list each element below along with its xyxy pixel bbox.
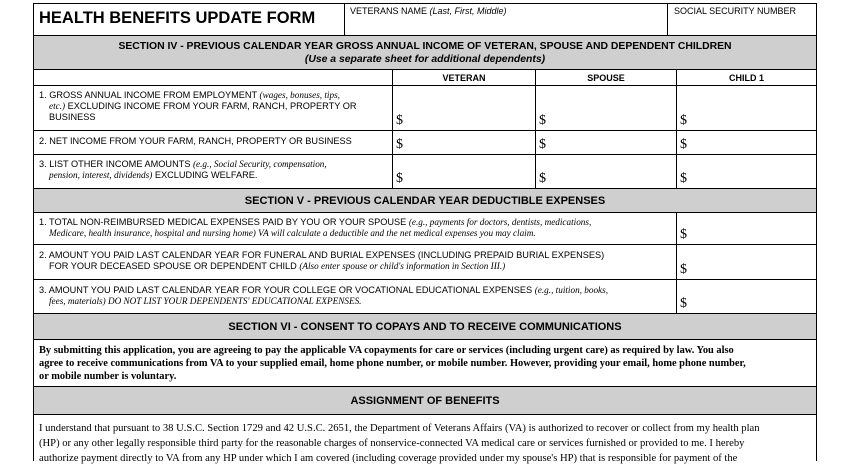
child1-net-farm-input[interactable]: $ [676, 131, 816, 154]
spouse-other-income-input[interactable]: $ [535, 155, 676, 188]
ssn-label: SOCIAL SECURITY NUMBER [674, 6, 797, 16]
medical-expenses-input[interactable]: $ [676, 213, 816, 244]
assignment-title: ASSIGNMENT OF BENEFITS [350, 395, 500, 407]
income-row-other [34, 155, 816, 189]
form-title: HEALTH BENEFITS UPDATE FORM [39, 9, 316, 27]
section-v-title: SECTION V - PREVIOUS CALENDAR YEAR DEDUCTIBLE EXPENSES [244, 195, 606, 207]
child1-column-label: CHILD 1 [728, 73, 764, 83]
spouse-column-header [535, 70, 676, 85]
section-vi-header [34, 314, 816, 340]
section-vi-consent-text [34, 340, 816, 387]
child1-gross-employment-input[interactable]: $ [676, 86, 816, 130]
expense-row-education [34, 280, 816, 314]
section-iv-title: SECTION IV - PREVIOUS CALENDAR YEAR GROSS ANNUAL INCOME OF VETERAN, SPOUSE AND DEPENDENT CHILDREN [118, 41, 732, 52]
education-expenses-input[interactable]: $ [676, 280, 816, 313]
funeral-expenses-label: 2. AMOUNT YOU PAID LAST CALENDAR YEAR FOR FUNERAL AND BURIAL EXPENSES (INCLUDING PREPAID BURIAL EXPENSES) FOR YOUR DECEASED SPOUSE OR DEPENDENT CHILD (Also enter spouse or child's information in Section III.) [39, 250, 605, 271]
child1-other-income-input[interactable]: $ [676, 155, 816, 188]
income-row-net-farm [34, 131, 816, 155]
form-title-cell [34, 4, 344, 35]
income-row-gross-employment [34, 86, 816, 131]
medical-expenses-label: 1. TOTAL NON-REIMBURSED MEDICAL EXPENSES PAID BY YOU OR YOUR SPOUSE (e.g., payments for doctors, dentists, medications, Medicare, health insurance, hospital and nursing home) VA will calculate a deductible and the net medical expenses you may claim. [39, 217, 592, 238]
veteran-gross-employment-input[interactable]: $ [392, 86, 535, 130]
veteran-net-farm-input[interactable]: $ [392, 131, 535, 154]
child1-column-header [676, 70, 816, 85]
education-expenses-label: 3. AMOUNT YOU PAID LAST CALENDAR YEAR FOR YOUR COLLEGE OR VOCATIONAL EDUCATIONAL EXPENSES (e.g., tuition, books, fees, materials) DO NOT LIST YOUR DEPENDENTS' EDUCATIONAL EXPENSES. [39, 285, 608, 306]
net-farm-label: 2. NET INCOME FROM YOUR FARM, RANCH, PROPERTY OR BUSINESS [39, 136, 352, 146]
veteran-column-header [392, 70, 535, 85]
section-iv-subtitle: (Use a separate sheet for additional dependents) [304, 54, 546, 65]
ssn-field[interactable] [667, 4, 816, 35]
form-header-row [34, 4, 816, 36]
veteran-column-label: VETERAN [442, 73, 486, 83]
consent-paragraph: By submitting this application, you are agreeing to pay the applicable VA copayments for care or services (including urgent care) as required by law. You also agree to receive communications from VA to your supplied email, home phone number, or mobile number. However, providing your email, home phone number, or mobile number is voluntary. [39, 345, 746, 382]
spouse-column-label: SPOUSE [587, 73, 625, 83]
assignment-of-benefits-header [34, 387, 816, 415]
veteran-name-field[interactable] [344, 4, 667, 35]
section-v-header [34, 189, 816, 213]
other-income-label: 3. LIST OTHER INCOME AMOUNTS (e.g., Social Security, compensation, pension, interest, dividends) EXCLUDING WELFARE. [39, 159, 327, 180]
assignment-text: I understand that pursuant to 38 U.S.C. Section 1729 and 42 U.S.C. 2651, the Department of Veterans Affairs (VA) is authorized to recover or collect from my health plan (HP) or any other legally responsible third party for the reasonable charges of nonservice-connected VA medical care or services furnished or provided to me. I hereby authorize payment directly to VA from any HP under which I am covered (including coverage provided under my spouse's HP) that is responsible for payment of the [39, 423, 760, 464]
funeral-expenses-input[interactable]: $ [676, 245, 816, 279]
section-vi-title: SECTION VI - CONSENT TO COPAYS AND TO RECEIVE COMMUNICATIONS [228, 321, 622, 333]
health-benefits-update-form [33, 3, 817, 464]
veteran-other-income-input[interactable]: $ [392, 155, 535, 188]
spouse-gross-employment-input[interactable]: $ [535, 86, 676, 130]
veteran-name-label: VETERANS NAME (Last, First, Middle) [350, 6, 507, 16]
label-column-header [34, 70, 392, 85]
income-column-headers [34, 70, 816, 86]
section-iv-header [34, 36, 816, 70]
spouse-net-farm-input[interactable]: $ [535, 131, 676, 154]
gross-employment-label: 1. GROSS ANNUAL INCOME FROM EMPLOYMENT (wages, bonuses, tips, etc.) EXCLUDING INCOME FROM YOUR FARM, RANCH, PROPERTY OR BUSINESS [39, 90, 357, 122]
expense-row-medical [34, 213, 816, 245]
expense-row-funeral [34, 245, 816, 280]
